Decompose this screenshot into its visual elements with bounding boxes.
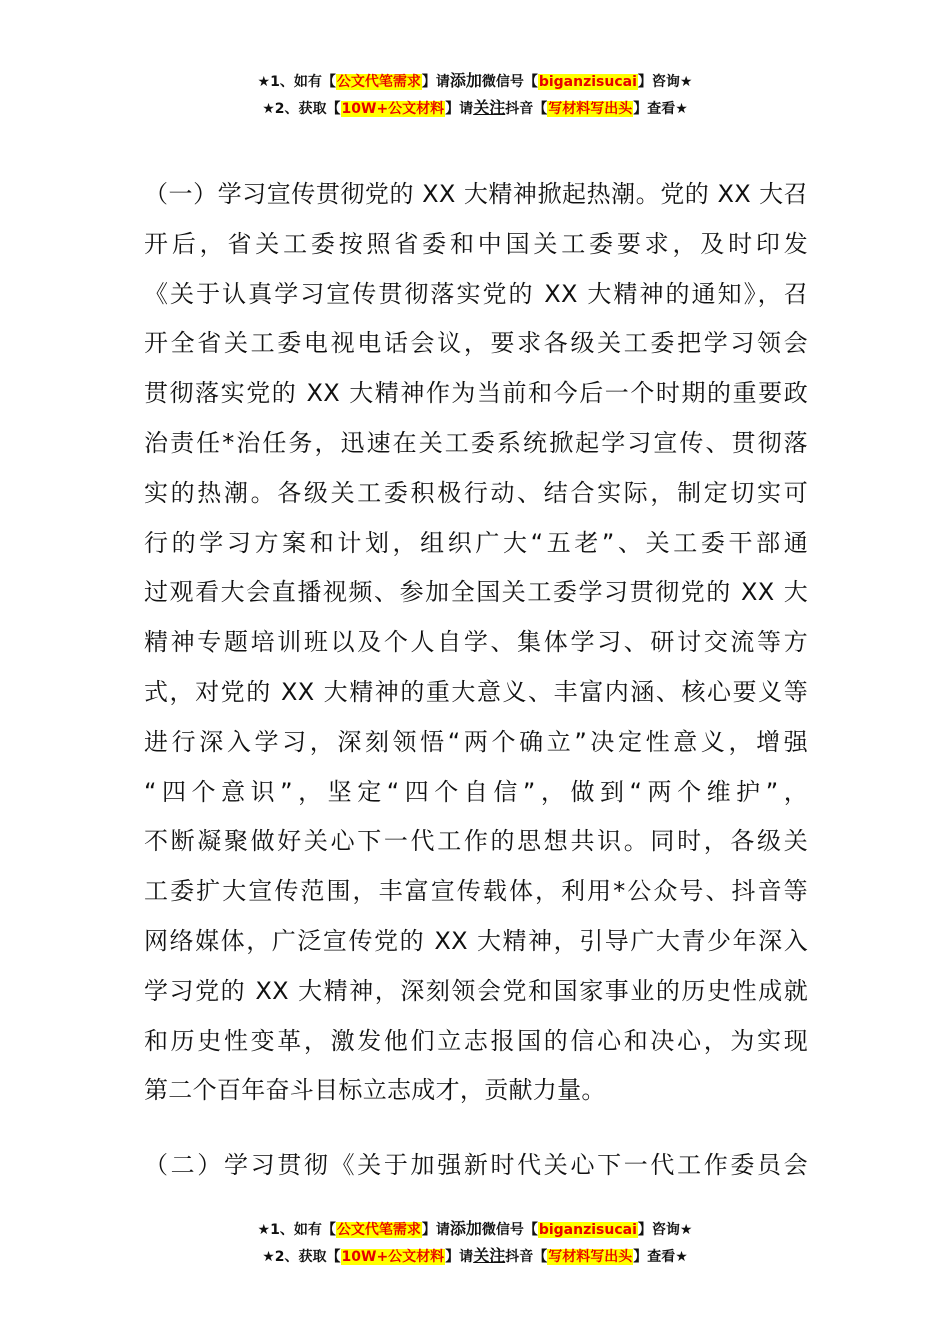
banner-text: ★2、获取【 <box>262 1249 341 1265</box>
banner-text: 微信号【 <box>481 1222 538 1238</box>
highlight-wechat-id: biganzisucai <box>538 74 637 90</box>
banner-text: 抖音【 <box>505 1249 548 1265</box>
banner-line-1 <box>0 1216 950 1243</box>
banner-text: ★2、获取【 <box>262 101 341 117</box>
banner-text: 】查看★ <box>633 1249 688 1265</box>
paragraph-line: 和历史性变革，激发他们立志报国的信心和决心，为实现 <box>144 1026 808 1055</box>
highlight-service: 公文代笔需求 <box>336 1222 421 1238</box>
paragraph-line: 行的学习方案和计划，组织广大“五老”、关工委干部通 <box>144 528 808 557</box>
paragraph-line: 进行深入学习，深刻领悟“两个确立”决定性意义，增强 <box>144 727 808 756</box>
paragraph-line: 工委扩大宣传范围，丰富宣传载体，利用*公众号、抖音等 <box>144 877 808 906</box>
banner-text: 】查看★ <box>633 101 688 117</box>
paragraph-line: 实的热潮。各级关工委积极行动、结合实际，制定切实可 <box>144 478 808 507</box>
banner-text: 】请 <box>445 1249 474 1265</box>
paragraph-line: 网络媒体，广泛宣传党的 XX 大精神，引导广大青少年深入 <box>144 926 808 955</box>
paragraph-line: 第二个百年奋斗目标立志成才，贡献力量。 <box>144 1076 606 1105</box>
highlight-wechat-id: biganzisucai <box>538 1222 637 1238</box>
highlight-douyin-account: 写材料写出头 <box>548 1249 633 1265</box>
banner-text: 】咨询★ <box>637 1222 693 1238</box>
highlight-materials: 10W+公文材料 <box>341 1249 445 1265</box>
banner-text: 】请 <box>421 74 450 90</box>
banner-text: 】咨询★ <box>637 74 693 90</box>
banner-line-2 <box>0 95 950 122</box>
banner-text: 】请 <box>445 101 474 117</box>
paragraph-study-spirit <box>144 170 808 1116</box>
paragraph-line: 贯彻落实党的 XX 大精神作为当前和今后一个时期的重要政 <box>144 379 808 408</box>
banner-line-2 <box>0 1243 950 1270</box>
banner-emphasis: 添加 <box>449 1219 482 1238</box>
header-banner <box>0 68 950 122</box>
paragraph-line: 式，对党的 XX 大精神的重大意义、丰富内涵、核心要义等 <box>144 677 808 706</box>
footer-banner <box>0 1216 950 1270</box>
highlight-materials: 10W+公文材料 <box>341 101 445 117</box>
banner-text: 微信号【 <box>481 74 538 90</box>
highlight-service: 公文代笔需求 <box>336 74 421 90</box>
paragraph-line: 精神专题培训班以及个人自学、集体学习、研讨交流等方 <box>144 628 808 657</box>
banner-emphasis: 关注 <box>473 98 506 117</box>
paragraph-line: 不断凝聚做好关心下一代工作的思想共识。同时，各级关 <box>144 827 808 856</box>
paragraph-line: 《关于认真学习宣传贯彻落实党的 XX 大精神的通知》，召 <box>144 279 808 308</box>
highlight-douyin-account: 写材料写出头 <box>548 101 633 117</box>
paragraph-line: 治责任*治任务，迅速在关工委系统掀起学习宣传、贯彻落 <box>144 428 808 457</box>
paragraph-line: 过观看大会直播视频、参加全国关工委学习贯彻党的 XX 大 <box>144 578 808 607</box>
paragraph-line: （二）学习贯彻《关于加强新时代关心下一代工作委员会 <box>144 1151 808 1179</box>
paragraph-line: 开全省关工委电视电话会议，要求各级关工委把学习领会 <box>144 329 808 358</box>
banner-line-1 <box>0 68 950 95</box>
banner-emphasis: 关注 <box>473 1246 506 1265</box>
banner-text: ★1、如有【 <box>257 74 336 90</box>
paragraph-study-regulation <box>144 1141 808 1191</box>
banner-text: 抖音【 <box>505 101 548 117</box>
paragraph-line: 开后，省关工委按照省委和中国关工委要求，及时印发 <box>144 229 808 258</box>
banner-emphasis: 添加 <box>449 71 482 90</box>
banner-text: 】请 <box>421 1222 450 1238</box>
paragraph-line: “四个意识”，坚定“四个自信”，做到“两个维护”， <box>144 777 808 806</box>
paragraph-line: 学习党的 XX 大精神，深刻领会党和国家事业的历史性成就 <box>144 976 808 1005</box>
paragraph-line: （一）学习宣传贯彻党的 XX 大精神掀起热潮。党的 XX 大召 <box>144 180 808 208</box>
banner-text: ★1、如有【 <box>257 1222 336 1238</box>
